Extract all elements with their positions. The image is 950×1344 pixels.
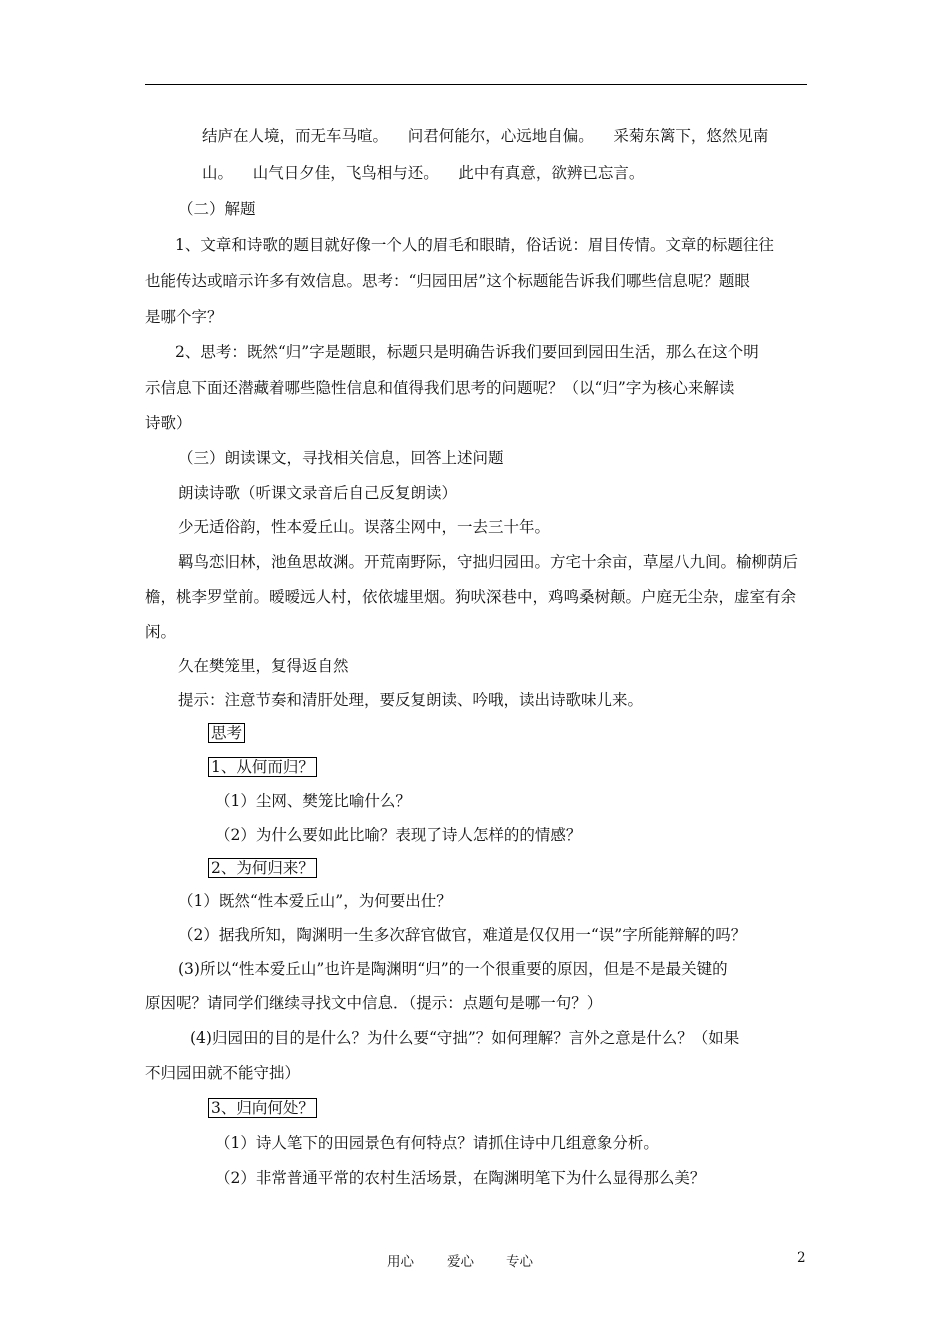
paragraph-line: 诗歌） [145, 414, 192, 432]
question-title-1: 1、从何而归？ [208, 757, 317, 777]
poem-text-line: 久在樊笼里，复得返自然 [178, 657, 349, 675]
paragraph-line: 2、思考：既然“归”字是题眼，标题只是明确告诉我们要回到园田生活，那么在这个明 [175, 343, 759, 361]
reading-tip: 提示：注意节奏和清肝处理，要反复朗读、吟哦，读出诗歌味儿来。 [178, 691, 644, 709]
section-heading-3: （三）朗读课文，寻找相关信息，回答上述问题 [178, 449, 504, 467]
question-item: （1）诗人笔下的田园景色有何特点？请抓住诗中几组意象分析。 [215, 1134, 659, 1152]
question-item: （1）尘网、樊笼比喻什么？ [215, 792, 411, 810]
question-item: （1）既然“性本爱丘山”，为何要出仕？ [178, 892, 452, 910]
think-label: 思考 [208, 723, 245, 743]
poem-text-line: 少无适俗韵，性本爱丘山。误落尘网中，一去三十年。 [178, 518, 551, 536]
section-heading-2: （二）解题 [178, 200, 256, 218]
poem-text-line: 檐，桃李罗堂前。暧暧远人村，依依墟里烟。狗吠深巷中，鸡鸣桑树颠。户庭无尘杂，虚室有余 [145, 588, 797, 606]
question-item: （2）为什么要如此比喻？表现了诗人怎样的的情感？ [215, 826, 582, 844]
page-number: 2 [797, 1250, 806, 1266]
poem-line-2: 山。 山气日夕佳，飞鸟相与还。 此中有真意，欲辨已忘言。 [202, 164, 645, 182]
header-rule [145, 84, 807, 85]
paragraph-line: 是哪个字？ [145, 308, 223, 326]
question-item: 原因呢？请同学们继续寻找文中信息．（提示：点题句是哪一句？） [145, 994, 603, 1012]
question-item: （2）非常普通平常的农村生活场景，在陶渊明笔下为什么显得那么美？ [215, 1169, 706, 1187]
question-item: (3)所以“性本爱丘山”也许是陶渊明“归”的一个很重要的原因，但是不是最关键的 [178, 960, 728, 978]
question-title-3: 3、归向何处？ [208, 1098, 317, 1118]
poem-text-line: 羁鸟恋旧林，池鱼思故渊。开荒南野际，守拙归园田。方宅十余亩，草屋八九间。榆柳荫后 [178, 553, 799, 571]
footer-word-3: 专心 [506, 1254, 533, 1270]
paragraph-line: 示信息下面还潜藏着哪些隐性信息和值得我们思考的问题呢？（以“归”字为核心来解读 [145, 379, 735, 397]
question-title-2: 2、为何归来？ [208, 858, 317, 878]
paragraph-line: 1、文章和诗歌的题目就好像一个人的眉毛和眼睛，俗话说：眉目传情。文章的标题往往 [175, 236, 774, 254]
question-item: (4)归园田的目的是什么？为什么要“守拙”？如何理解？言外之意是什么？（如果 [190, 1029, 740, 1047]
footer-word-2: 爱心 [447, 1254, 474, 1270]
footer-word-1: 用心 [387, 1254, 414, 1270]
read-instruction: 朗读诗歌（听课文录音后自己反复朗读） [178, 484, 458, 502]
question-item: （2）据我所知，陶渊明一生多次辞官做官，难道是仅仅用一“误”字所能辩解的吗？ [178, 926, 747, 944]
question-item: 不归园田就不能守拙） [145, 1064, 301, 1082]
paragraph-line: 也能传达或暗示许多有效信息。思考：“归园田居”这个标题能告诉我们哪些信息呢？题眼 [145, 272, 750, 290]
poem-text-line: 闲。 [145, 623, 177, 641]
poem-line-1: 结庐在人境，而无车马喧。 问君何能尔，心远地自偏。 采菊东篱下，悠然见南 [202, 127, 769, 145]
